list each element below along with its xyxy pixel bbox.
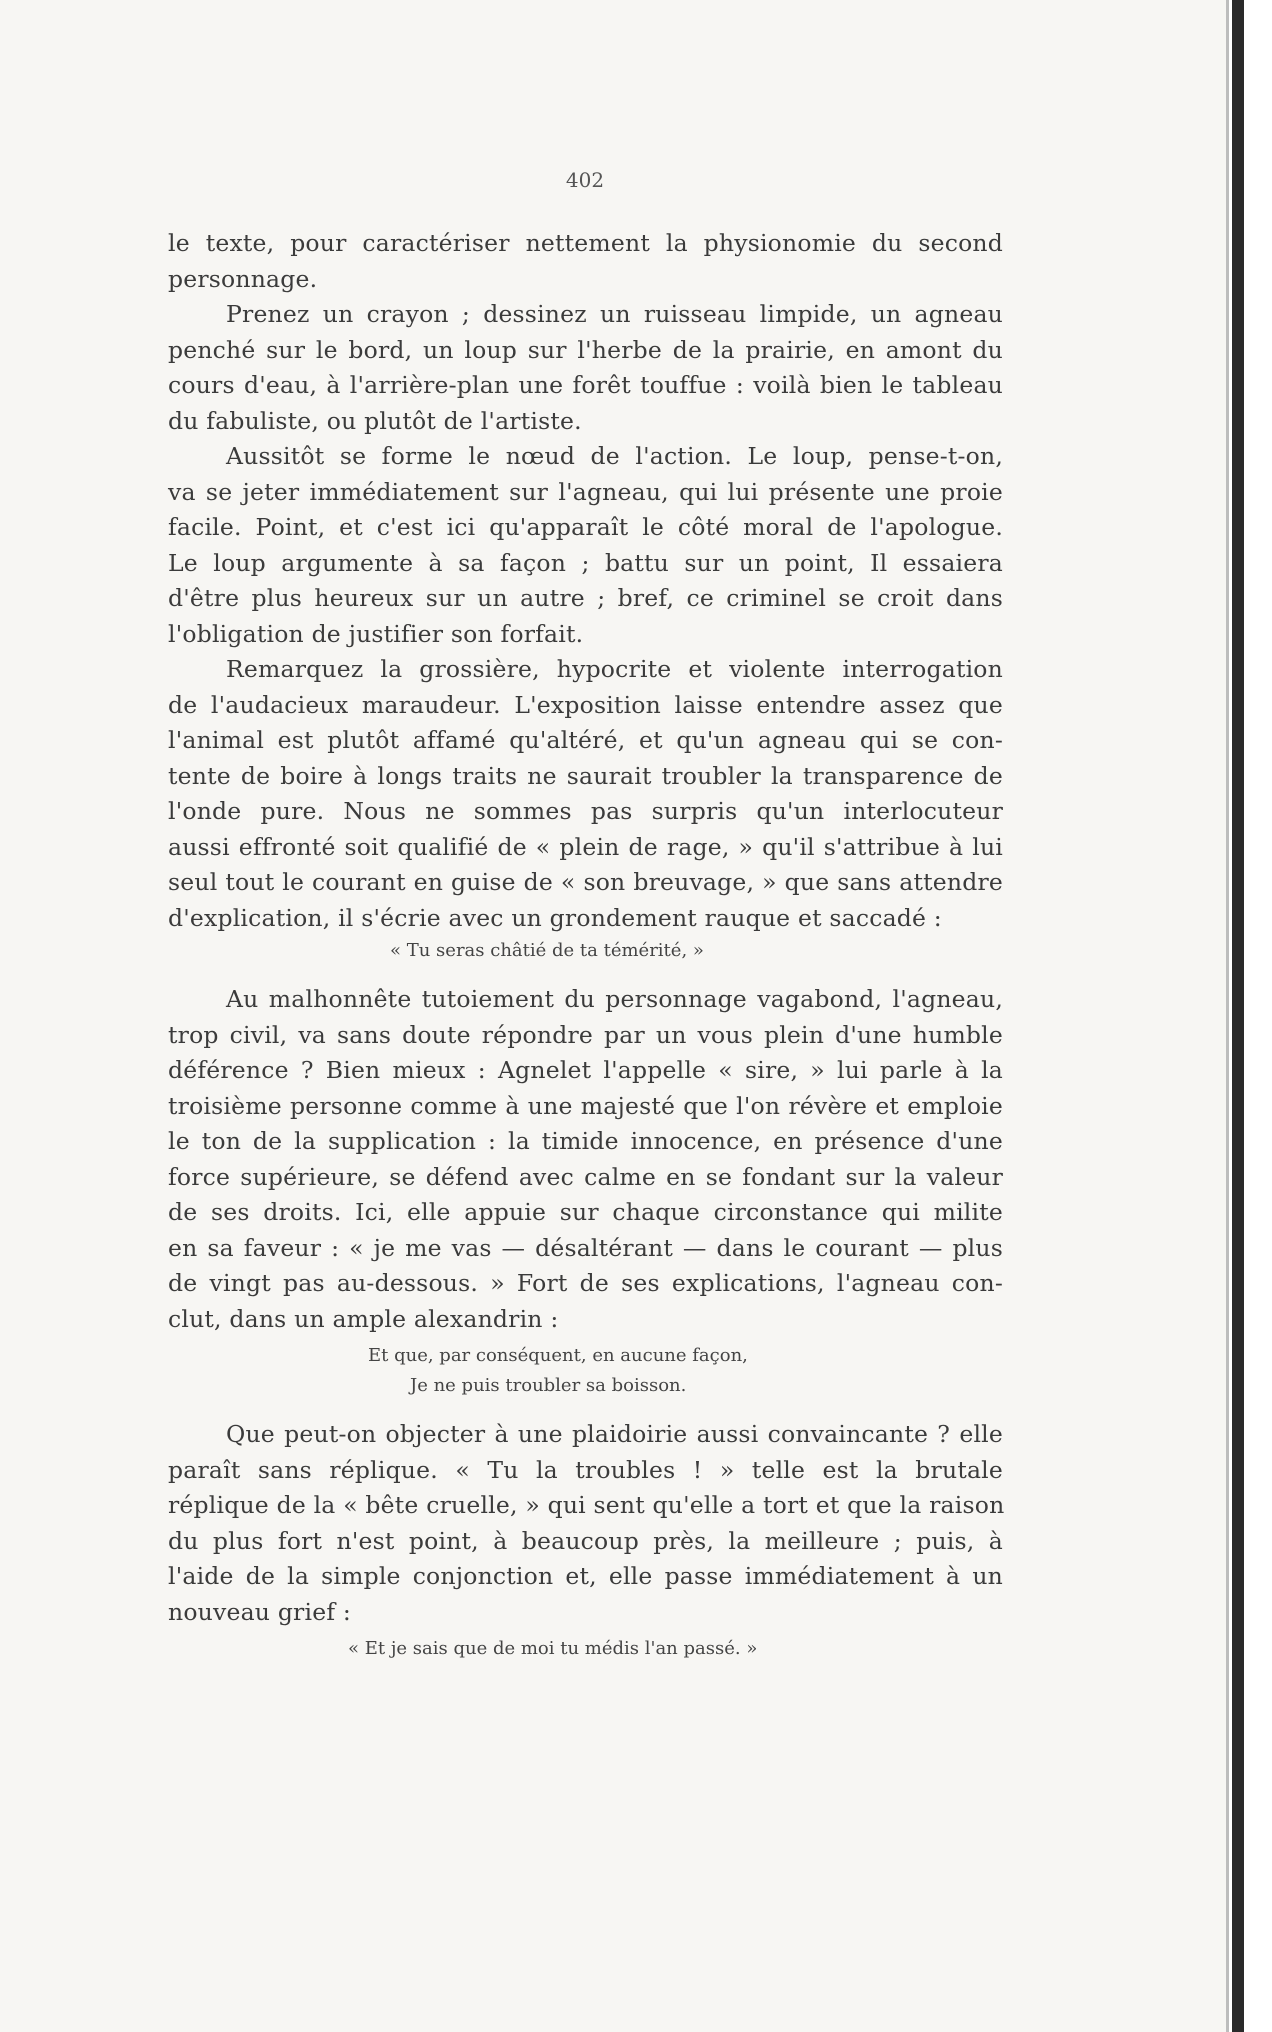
paragraph — [168, 982, 1003, 1337]
text-line: l'obligation de justifier son forfait. — [168, 619, 584, 648]
text-line: aussi effronté soit qualifié de « plein de rage, » qu'il s'attribue à lui — [168, 832, 1003, 861]
text-line: réplique de la « bête cruelle, » qui sent qu'elle a tort et que la raison — [168, 1491, 1005, 1519]
text-line: va se jeter immédiatement sur l'agneau, qui lui présente une proie — [168, 477, 1003, 506]
verse-quote — [168, 1337, 1003, 1401]
page-edge-binding — [1232, 0, 1244, 2032]
page-edge-shadow — [1226, 0, 1229, 2032]
paragraph — [168, 226, 1003, 297]
text-line: tente de boire à longs traits ne saurait troubler la transparence de — [168, 761, 1003, 790]
text-line: paraît sans réplique. « Tu la troubles ! » telle est la brutale — [168, 1455, 1003, 1484]
text-line: nouveau grief : — [168, 1597, 352, 1626]
text-line: clut, dans un ample alexandrin : — [168, 1304, 559, 1333]
text-line: d'explication, il s'écrie avec un grondement rauque et saccadé : — [168, 903, 942, 932]
text-line: trop civil, va sans doute répondre par un vous plein d'une humble — [168, 1020, 1003, 1049]
text-line: du plus fort n'est point, à beaucoup près, la meilleure ; puis, à — [168, 1526, 1003, 1555]
text-line: déférence ? Bien mieux : Agnelet l'appelle « sire, » lui parle à la — [168, 1056, 1003, 1084]
quote-line: « Et je sais que de moi tu médis l'an passé. » — [348, 1638, 758, 1659]
page-number: 402 — [565, 168, 605, 192]
text-line: seul tout le courant en guise de « son breuvage, » que sans attendre — [168, 868, 1003, 896]
page-edge — [1226, 0, 1272, 2032]
paragraph — [168, 297, 1003, 439]
text-line: Le loup argumente à sa façon ; battu sur un point, Il essaiera — [168, 548, 1003, 577]
text-line: facile. Point, et c'est ici qu'apparaît le côté moral de l'apologue. — [168, 513, 1003, 541]
text-line: Que peut-on objecter à une plaidoirie aussi convaincante ? elle — [226, 1420, 1003, 1448]
text-line: l'aide de la simple conjonction et, elle passe immédiatement à un — [168, 1562, 1003, 1590]
quote-line: Je ne puis troubler sa boisson. — [410, 1375, 687, 1396]
quote-line: « Tu seras châtié de ta témérité, » — [390, 940, 704, 961]
text-line: personnage. — [168, 264, 318, 293]
text-line: Remarquez la grossière, hypocrite et violente interrogation — [226, 655, 1003, 683]
text-line: l'onde pure. Nous ne sommes pas surpris qu'un interlocuteur — [168, 797, 1003, 825]
text-line: Aussitôt se forme le nœud de l'action. Le loup, pense-t-on, — [226, 442, 1003, 470]
text-line: l'animal est plutôt affamé qu'altéré, et qu'un agneau qui se con- — [168, 726, 1003, 754]
text-line: de ses droits. Ici, elle appuie sur chaque circonstance qui milite — [168, 1198, 1003, 1226]
text-line: de l'audacieux maraudeur. L'exposition laisse entendre assez que — [168, 690, 1003, 719]
text-line: troisième personne comme à une majesté que l'on révère et emploie — [168, 1091, 1003, 1120]
text-line: de vingt pas au-dessous. » Fort de ses explications, l'agneau con- — [168, 1269, 1003, 1297]
text-line: du fabuliste, ou plutôt de l'artiste. — [168, 406, 582, 435]
text-line: le ton de la supplication : la timide innocence, en présence d'une — [168, 1127, 1003, 1155]
paragraph — [168, 439, 1003, 652]
paragraph — [168, 1417, 1003, 1630]
text-line: cours d'eau, à l'arrière-plan une forêt touffue : voilà bien le tableau — [168, 371, 1003, 399]
text-line: penché sur le bord, un loup sur l'herbe de la prairie, en amont du — [168, 335, 1003, 364]
text-line: Prenez un crayon ; dessinez un ruisseau limpide, un agneau — [226, 300, 1003, 328]
text-line: force supérieure, se défend avec calme en se fondant sur la valeur — [168, 1162, 1003, 1191]
text-line: le texte, pour caractériser nettement la physionomie du second — [168, 229, 1003, 257]
text-line: d'être plus heureux sur un autre ; bref, ce criminel se croit dans — [168, 584, 1003, 612]
verse-quote — [168, 936, 1003, 966]
text-line: Au malhonnête tutoiement du personnage vagabond, l'agneau, — [226, 985, 1003, 1013]
quote-line: Et que, par conséquent, en aucune façon, — [368, 1345, 748, 1366]
text-line: en sa faveur : « je me vas — désaltérant — dans le courant — plus — [168, 1233, 1003, 1262]
page-body — [168, 226, 1003, 1664]
paragraph — [168, 652, 1003, 936]
verse-quote — [168, 1630, 1003, 1664]
